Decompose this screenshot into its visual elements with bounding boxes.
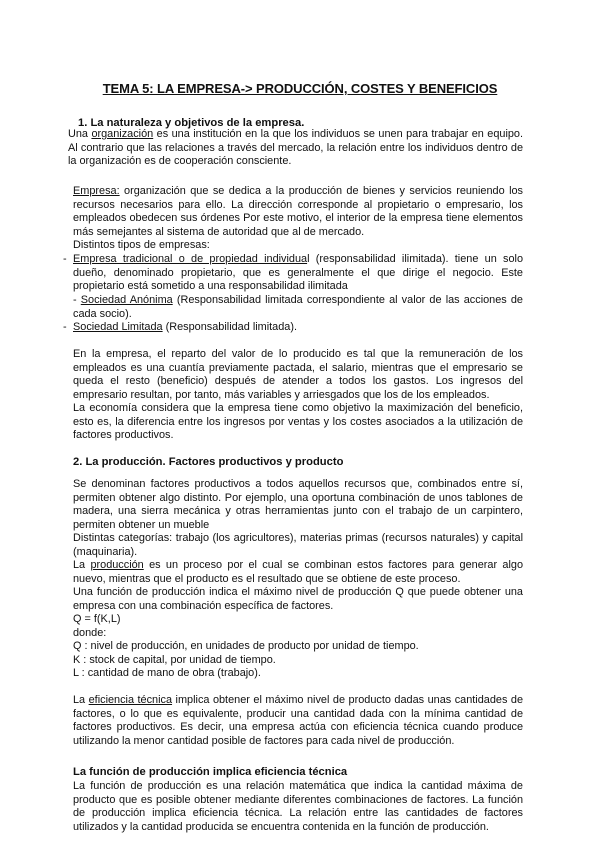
term-produccion: producción xyxy=(90,559,144,571)
text-run: (Responsabilidad limitada). xyxy=(162,321,297,333)
list-item-empresa-tradicional xyxy=(73,253,523,294)
paragraph-eficiencia-tecnica xyxy=(73,694,523,748)
list-item-sociedad-limitada xyxy=(73,321,523,335)
term-sociedad-anonima: Sociedad Anónima xyxy=(80,294,173,306)
list-bullet: - xyxy=(63,321,67,333)
text-run: es un proceso por el cual se combinan estos factores para generar algo nuevo, mientras que el producto es el resultado que se obtiene de este proceso. xyxy=(73,559,524,585)
paragraph-categorias: Distintas categorías: trabajo (los agricultores), materias primas (recursos naturales) y capital (maquinaria). xyxy=(73,532,523,558)
document-title: TEMA 5: LA EMPRESA-> PRODUCCIÓN, COSTES Y BENEFICIOS xyxy=(102,81,498,96)
paragraph-factores: Se denominan factores productivos a todos aquellos recursos que, combinados entre sí, permiten obtener algo distinto. Por ejemplo, una oportuna combinación de unos tablones de madera, una sierra mecánica y otras herramientas junto con el trabajo de un carpintero, permiten obtener un mueble xyxy=(73,478,523,531)
paragraph-produccion xyxy=(73,559,523,586)
donde-label: donde: xyxy=(73,626,107,639)
text-run: La xyxy=(73,559,91,571)
section-3-heading: La función de producción implica eficiencia técnica xyxy=(73,766,348,778)
definition-l: L : cantidad de mano de obra (trabajo). xyxy=(73,667,261,680)
list-bullet: - xyxy=(63,253,67,265)
paragraph-empresa xyxy=(73,185,523,253)
text-run: (Responsabilidad limitada correspondiente al valor de las acciones de cada socio). xyxy=(73,294,523,320)
paragraph-organizacion xyxy=(68,128,523,169)
definition-q: Q : nivel de producción, en unidades de producto por unidad de tiempo. xyxy=(73,640,419,653)
definition-k: K : stock de capital, por unidad de tiempo. xyxy=(73,653,276,666)
text-run: organización que se dedica a la producción de bienes y servicios reuniendo los recursos necesarios para ello. La dirección corresponde al propietario o empresario, los empleados obedecen sus órdenes Por este motivo, el interior de la empresa tiene elementos más semejantes al sistema de autoridad que al de mercado. xyxy=(73,185,523,238)
text-run: es una institución en la que los individuos se unen para trabajar en equipo. Al contrario que las relaciones a través del mercado, la relación entre los individuos dentro de la organización es de cooperación consciente. xyxy=(68,128,523,168)
text-run: implica obtener el máximo nivel de producto dadas unas cantidades de factores, o lo que es equivalente, producir una cantidad dada con la mínima cantidad de factores productivos. Es decir, una empresa actúa con eficiencia técnica cuando produce utilizando la menor cantidad posible de factores para cada nivel de producción. xyxy=(73,694,524,747)
section-2-heading: 2. La producción. Factores productivos y producto xyxy=(73,456,344,468)
term-organizacion: organización xyxy=(91,128,154,140)
section-1-heading: 1. La naturaleza y objetivos de la empresa. xyxy=(78,117,305,129)
term-sociedad-limitada: Sociedad Limitada xyxy=(73,321,163,333)
paragraph-reparto: En la empresa, el reparto del valor de lo producido es tal que la remuneración de los empleados es una cuantía previamente pactada, el salario, mientras que el empresario se queda el resto (beneficio) después de atender a todos los gastos. Los ingresos del empresario resultan, por tanto, más variables y arriesgados que los de los empleados. xyxy=(73,348,523,401)
term-eficiencia-tecnica: eficiencia técnica xyxy=(88,694,173,706)
text-run: l (responsabilidad ilimitada). tiene un solo dueño, denominado propietario, que es generalmente el que dirige el negocio. Este propietario está sometido a una responsabilidad ilimitada xyxy=(73,253,523,293)
text-run: - xyxy=(73,294,81,306)
paragraph-funcion-eficiencia: La función de producción es una relación matemática que indica la cantidad máxima de producto que es posible obtener mediante diferentes combinaciones de factores. La función de producción implica eficiencia técnica. La relación entre las cantidades de factores utilizados y la cantidad producida se encuentra contenida en la función de producción. xyxy=(73,780,523,833)
term-empresa-tradicional: Empresa tradicional o de propiedad individua xyxy=(73,253,308,265)
types-label: Distintos tipos de empresas: xyxy=(73,239,210,252)
paragraph-funcion-produccion: Una función de producción indica el máximo nivel de producción Q que puede obtener una empresa con una combinación específica de factores. xyxy=(73,586,523,612)
term-empresa: Empresa: xyxy=(73,185,120,197)
text-run: Una xyxy=(68,128,92,140)
paragraph-objetivo: La economía considera que la empresa tiene como objetivo la maximización del beneficio, esto es, la diferencia entre los ingresos por ventas y los costes asociados a la utilización de factores productivos. xyxy=(73,402,523,442)
text-run: La xyxy=(73,694,89,706)
formula-block xyxy=(73,613,523,681)
formula: Q = f(K,L) xyxy=(73,613,121,625)
list-item-sociedad-anonima xyxy=(73,294,523,321)
